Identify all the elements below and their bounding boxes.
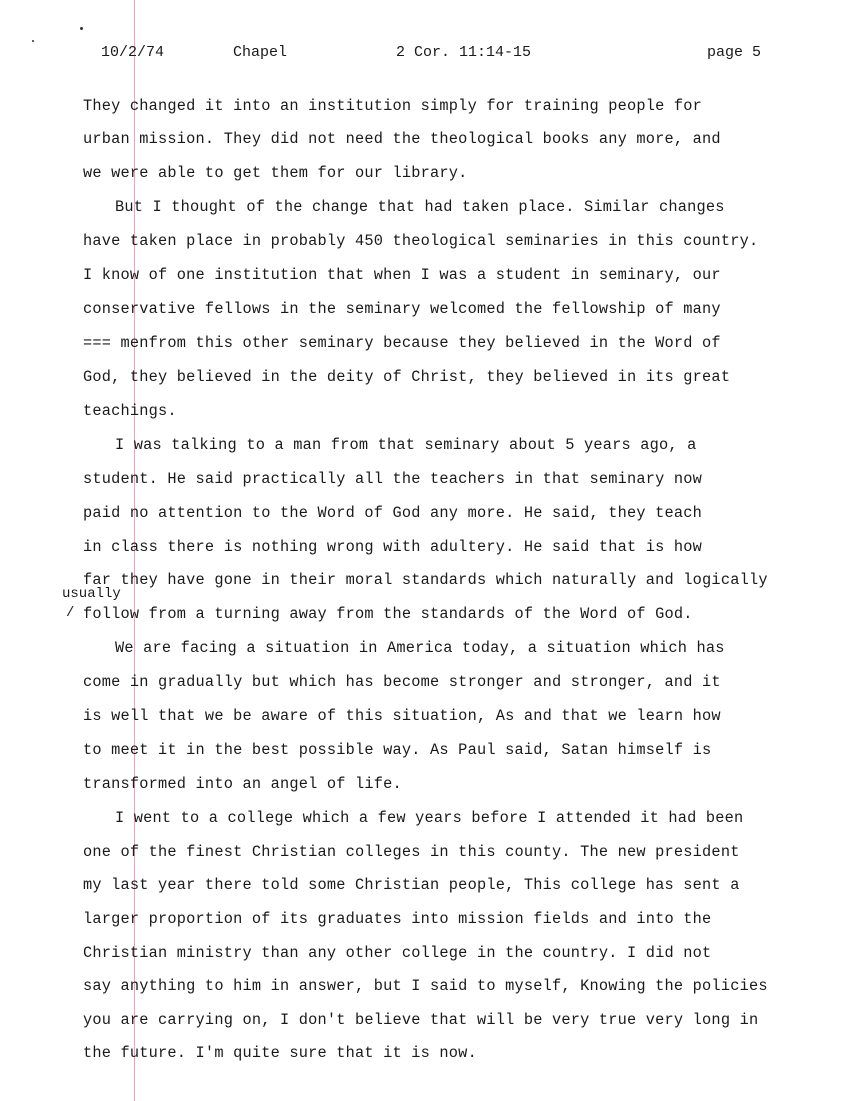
body-line: far they have gone in their moral standards which naturally and logically xyxy=(83,571,768,589)
ink-speck xyxy=(32,40,34,42)
body-line: follow from a turning away from the standards of the Word of God. xyxy=(83,605,693,623)
body-line: you are carrying on, I don't believe that will be very true very long in xyxy=(83,1011,759,1029)
header-event: Chapel xyxy=(233,44,288,61)
body-line: But I thought of the change that had taken place. Similar changes xyxy=(115,198,725,216)
body-line: urban mission. They did not need the theological books any more, and xyxy=(83,130,721,148)
handwritten-insertion: usually xyxy=(62,586,121,602)
body-line: in class there is nothing wrong with adultery. He said that is how xyxy=(83,538,703,556)
body-line: my last year there told some Christian people, This college has sent a xyxy=(83,876,740,894)
body-line: larger proportion of its graduates into mission fields and into the xyxy=(83,910,712,928)
body-line: one of the finest Christian colleges in this county. The new president xyxy=(83,843,740,861)
header-date: 10/2/74 xyxy=(101,44,165,61)
body-line: is well that we be aware of this situation, As and that we learn how xyxy=(83,707,721,725)
body-line: God, they believed in the deity of Christ, they believed in its great xyxy=(83,368,731,386)
body-line: I know of one institution that when I was a student in seminary, our xyxy=(83,266,721,284)
body-line: we were able to get them for our library. xyxy=(83,164,468,182)
header-page-number: page 5 xyxy=(707,44,762,61)
body-line: They changed it into an institution simply for training people for xyxy=(83,97,703,115)
body-line: I was talking to a man from that seminary about 5 years ago, a xyxy=(115,436,697,454)
body-line: paid no attention to the Word of God any more. He said, they teach xyxy=(83,504,703,522)
body-line: We are facing a situation in America today, a situation which has xyxy=(115,639,725,657)
insertion-mark: / xyxy=(66,605,75,621)
body-line: have taken place in probably 450 theological seminaries in this country. xyxy=(83,232,759,250)
body-line: conservative fellows in the seminary welcomed the fellowship of many xyxy=(83,300,721,318)
body-line: === menfrom this other seminary because they believed in the Word of xyxy=(83,334,721,352)
body-line: transformed into an angel of life. xyxy=(83,775,402,793)
body-line: teachings. xyxy=(83,402,177,420)
ink-speck xyxy=(80,27,83,30)
body-line: I went to a college which a few years before I attended it had been xyxy=(115,809,744,827)
body-line: student. He said practically all the teachers in that seminary now xyxy=(83,470,703,488)
body-line: come in gradually but which has become stronger and stronger, and it xyxy=(83,673,721,691)
body-line: say anything to him in answer, but I said to myself, Knowing the policies xyxy=(83,977,768,995)
body-line: the future. I'm quite sure that it is now. xyxy=(83,1044,477,1062)
body-line: to meet it in the best possible way. As Paul said, Satan himself is xyxy=(83,741,712,759)
header-reference: 2 Cor. 11:14-15 xyxy=(396,44,532,61)
body-line: Christian ministry than any other college in the country. I did not xyxy=(83,944,712,962)
